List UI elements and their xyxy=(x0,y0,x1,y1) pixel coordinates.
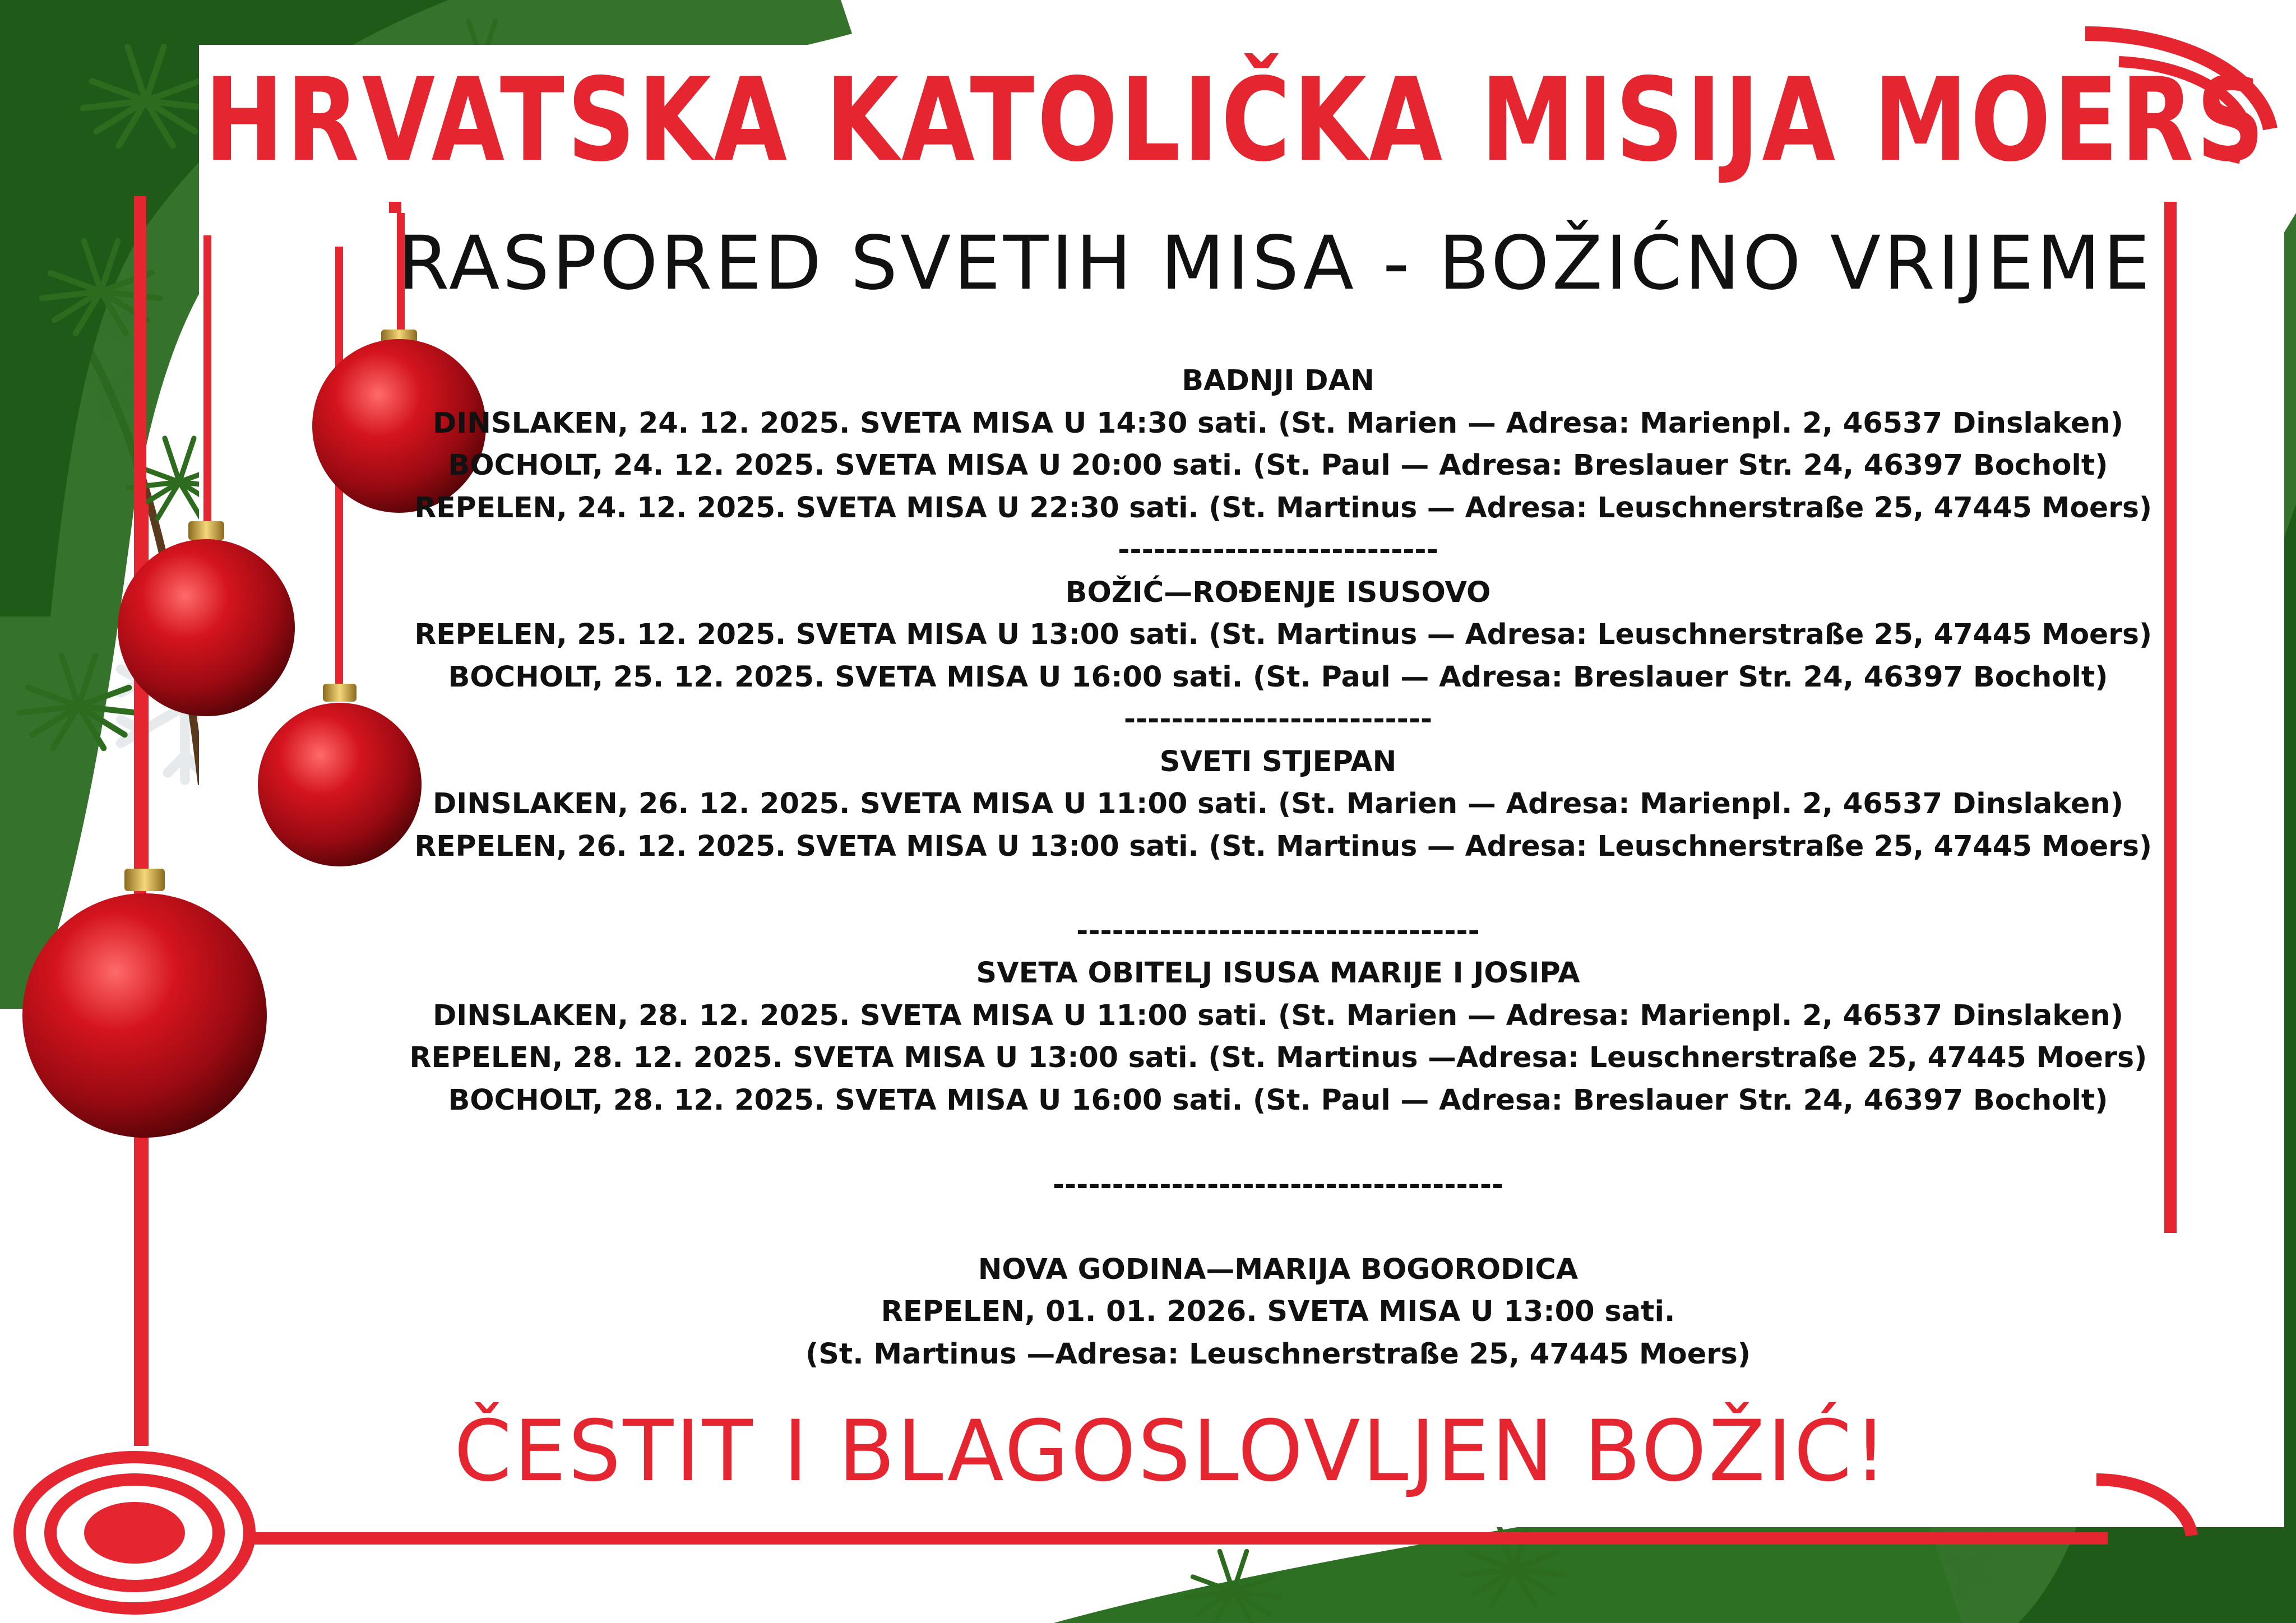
schedule-entry: REPELEN, 26. 12. 2025. SVETA MISA U 13:00 sati. (St. Martinus — Adresa: Leuschnerstraße 25, 47445 Moers) xyxy=(414,829,2152,863)
schedule-gap xyxy=(404,1206,2152,1249)
schedule-heading: SVETI STJEPAN xyxy=(1159,745,1397,778)
schedule-entry: REPELEN, 28. 12. 2025. SVETA MISA U 13:00 sati. (St. Martinus —Adresa: Leuschnerstraße 25, 47445 Moers) xyxy=(409,1041,2147,1074)
schedule-entry: BOCHOLT, 25. 12. 2025. SVETA MISA U 16:00 sati. (St. Paul — Adresa: Breslauer Str. 24, 46397 Bocholt) xyxy=(448,660,2108,694)
schedule-heading: SVETA OBITELJ ISUSA MARIJE I JOSIPA xyxy=(976,957,1580,990)
schedule-heading: BADNJI DAN xyxy=(1182,364,1374,397)
christmas-greeting: ČESTIT I BLAGOSLOVLJEN BOŽIĆ! xyxy=(453,1403,1890,1500)
schedule-heading: NOVA GODINA—MARIJA BOGORODICA xyxy=(978,1253,1578,1286)
schedule-entry: REPELEN, 25. 12. 2025. SVETA MISA U 13:00 sati. (St. Martinus — Adresa: Leuschnerstraße 25, 47445 Moers) xyxy=(414,618,2152,651)
greeting-block xyxy=(448,1390,1895,1513)
schedule-separator: ---------------------------------- xyxy=(1076,914,1480,948)
schedule-heading: BOŽIĆ—ROĐENJE ISUSOVO xyxy=(1065,576,1491,609)
schedule-gap xyxy=(404,868,2152,910)
concentric-circle xyxy=(20,1457,249,1608)
schedule-entry: REPELEN, 24. 12. 2025. SVETA MISA U 22:30 sati. (St. Martinus — Adresa: Leuschnerstraße 25, 47445 Moers) xyxy=(414,491,2152,525)
subtitle-block xyxy=(336,207,2214,319)
schedule-entry: DINSLAKEN, 26. 12. 2025. SVETA MISA U 11:00 sati. (St. Marien — Adresa: Marienpl. 2, 46537 Dinslaken) xyxy=(432,787,2124,820)
schedule-entry: DINSLAKEN, 24. 12. 2025. SVETA MISA U 14:30 sati. (St. Marien — Adresa: Marienpl. 2, 46537 Dinslaken) xyxy=(432,406,2124,440)
header xyxy=(199,45,2273,196)
schedule-subtitle: RASPORED SVETIH MISA - BOŽIĆNO VRIJEME xyxy=(397,220,2153,307)
mass-schedule xyxy=(404,360,2152,1375)
schedule-entry: (St. Martinus —Adresa: Leuschnerstraße 25, 47445 Moers) xyxy=(805,1337,1751,1371)
mission-title: HRVATSKA KATOLIČKA MISIJA MOERS xyxy=(205,54,2267,187)
schedule-entry: BOCHOLT, 24. 12. 2025. SVETA MISA U 20:00 sati. (St. Paul — Adresa: Breslauer Str. 24, 46397 Bocholt) xyxy=(448,449,2108,482)
schedule-separator: -------------------------------------- xyxy=(1052,1168,1504,1202)
schedule-gap xyxy=(404,1121,2152,1164)
schedule-entry: BOCHOLT, 28. 12. 2025. SVETA MISA U 16:00 sati. (St. Paul — Adresa: Breslauer Str. 24, 46397 Bocholt) xyxy=(448,1083,2108,1117)
schedule-separator: -------------------------- xyxy=(1123,703,1433,736)
schedule-separator: --------------------------- xyxy=(1118,534,1438,567)
schedule-entry: DINSLAKEN, 28. 12. 2025. SVETA MISA U 11:00 sati. (St. Marien — Adresa: Marienpl. 2, 46537 Dinslaken) xyxy=(432,999,2124,1032)
schedule-entry: REPELEN, 01. 01. 2026. SVETA MISA U 13:00 sati. xyxy=(881,1295,1675,1328)
